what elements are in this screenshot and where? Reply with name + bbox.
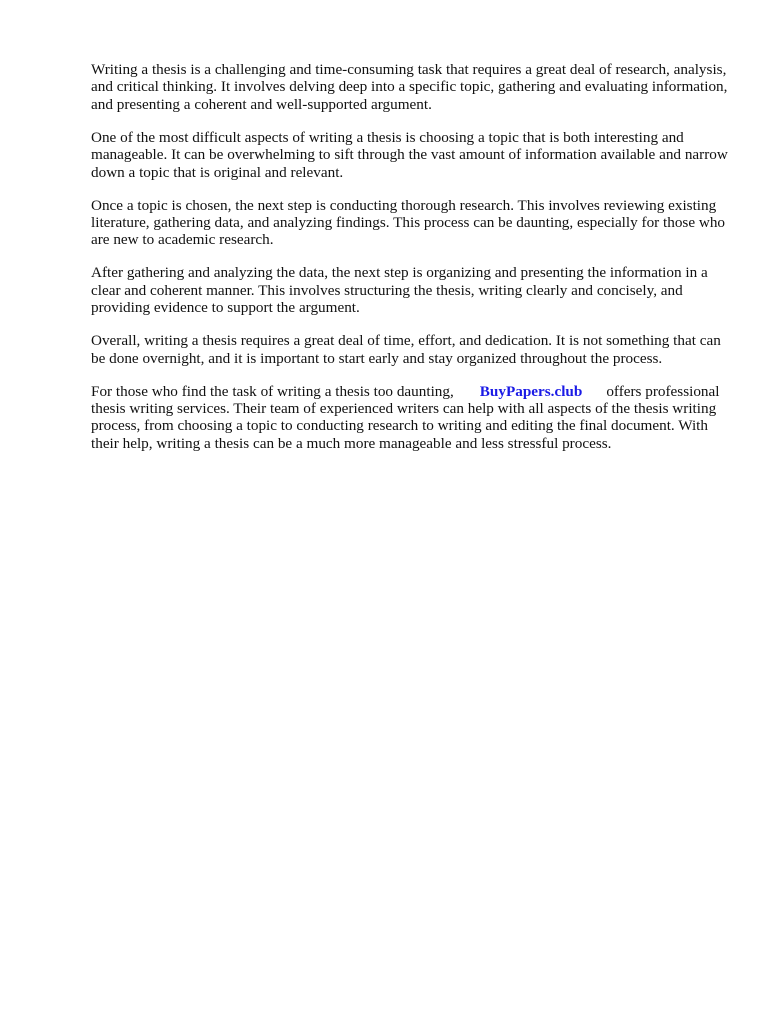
- service-text-before: For those who find the task of writing a thesis too daunting,: [91, 382, 454, 400]
- paragraph-organizing: After gathering and analyzing the data, the next step is organizing and presenting the information in a clear and coherent manner. This involves structuring the thesis, writing clearly and concisely, and providing evidence to support the argument.: [91, 264, 708, 317]
- paragraph-service: [91, 383, 736, 453]
- paragraph-overall: Overall, writing a thesis requires a great deal of time, effort, and dedication. It is not something that can be done overnight, and it is important to start early and stay organized throughout the process.: [91, 332, 721, 367]
- paragraph-research: Once a topic is chosen, the next step is conducting thorough research. This involves reviewing existing literature, gathering data, and analyzing findings. This process can be daunting, especially for those who are new to academic research.: [91, 196, 726, 249]
- paragraph-intro: Writing a thesis is a challenging and time-consuming task that requires a great deal of research, analysis, and critical thinking. It involves delving deep into a specific topic, gathering and evaluating information, and presenting a coherent and well-supported argument.: [91, 61, 728, 113]
- document-body: [91, 61, 736, 468]
- service-text-after: offers professional thesis writing services. Their team of experienced writers can help with all aspects of the thesis writing process, from choosing a topic to conducting research to writing and editing the final document. With their help, writing a thesis can be a much more manageable and less stressful process.: [91, 382, 720, 452]
- buypapers-link[interactable]: BuyPapers.club: [479, 382, 583, 400]
- paragraph-topic: One of the most difficult aspects of writing a thesis is choosing a topic that is both interesting and manageable. It can be overwhelming to sift through the vast amount of information available and narrow down a topic that is original and relevant.: [91, 128, 728, 181]
